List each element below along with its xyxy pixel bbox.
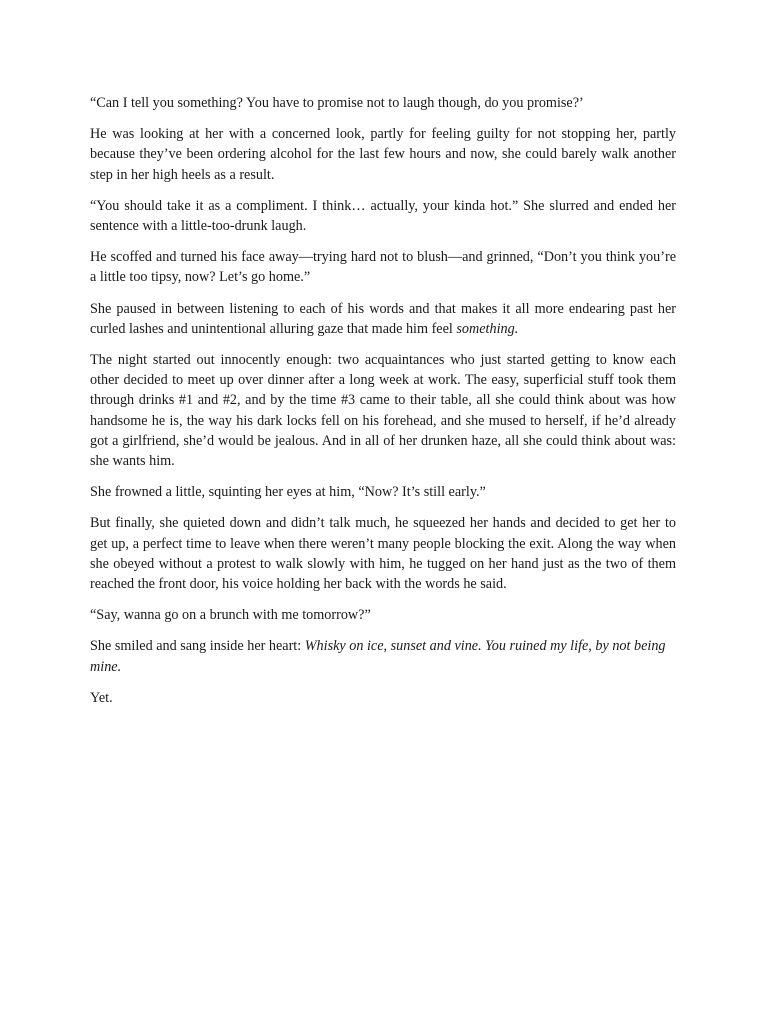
document-page	[90, 93, 676, 719]
paragraph-1	[90, 93, 676, 113]
paragraph-text: He scoffed and turned his face away—trying hard not to blush—and grinned, “Don’t you think you’re a little too tipsy, now? Let’s go home.”	[90, 249, 676, 286]
paragraph-text: “You should take it as a compliment. I think… actually, your kinda hot.” She slurred and ended her sentence with a little-too-drunk laugh.	[90, 197, 676, 235]
paragraph-7	[90, 482, 676, 502]
paragraph-text: She frowned a little, squinting her eyes at him, “Now? It’s still early.”	[90, 484, 486, 501]
paragraph-text: “Can I tell you something? You have to promise not to laugh though, do you promise?’	[90, 95, 584, 111]
paragraph-text: She paused in between listening to each of his words and that makes it all more endearing past her curled lashes and unintentional alluring gaze that made him feel	[90, 300, 676, 337]
paragraph-text: She smiled and sang inside her heart:	[90, 638, 305, 655]
paragraph-text: He was looking at her with a concerned look, partly for feeling guilty for not stopping her, partly because they’ve been ordering alcohol for the last few hours and now, she could barely walk another step in her high heels as a result.	[90, 126, 676, 183]
paragraph-text: But finally, she quieted down and didn’t talk much, he squeezed her hands and decided to get her to get up, a perfect time to leave when there weren’t many people blocking the exit. Along the way when she obeyed without a protest to walk slowly with him, he tugged on her hand just as the two of them reached the front door, his voice holding her back with the words he said.	[90, 515, 676, 593]
paragraph-5	[90, 299, 676, 339]
paragraph-6	[90, 350, 676, 471]
paragraph-3	[90, 196, 676, 236]
paragraph-11	[90, 688, 676, 708]
paragraph-text: “Say, wanna go on a brunch with me tomorrow?”	[90, 607, 371, 624]
paragraph-text: The night started out innocently enough: two acquaintances who just started getting to know each other decided to meet up over dinner after a long week at work. The easy, superficial stuff took them through drinks #1 and #2, and by the time #3 came to their table, all she could think about was how handsome he is, the way his dark locks fell on his forehead, and she mused to herself, if he’d already got a girlfriend, she’d would be jealous. And in all of her drunken haze, all she could think about was: she wants him.	[90, 352, 676, 470]
paragraph-4	[90, 247, 676, 287]
paragraph-8	[90, 513, 676, 594]
paragraph-text: Yet.	[90, 689, 113, 706]
paragraph-2	[90, 124, 676, 185]
paragraph-9	[90, 605, 676, 625]
emphasis-text: something.	[456, 320, 519, 337]
paragraph-10	[90, 636, 676, 676]
emphasis-text: Whisky on ice, sunset and vine. You ruined my life, by not being mine.	[90, 638, 666, 675]
